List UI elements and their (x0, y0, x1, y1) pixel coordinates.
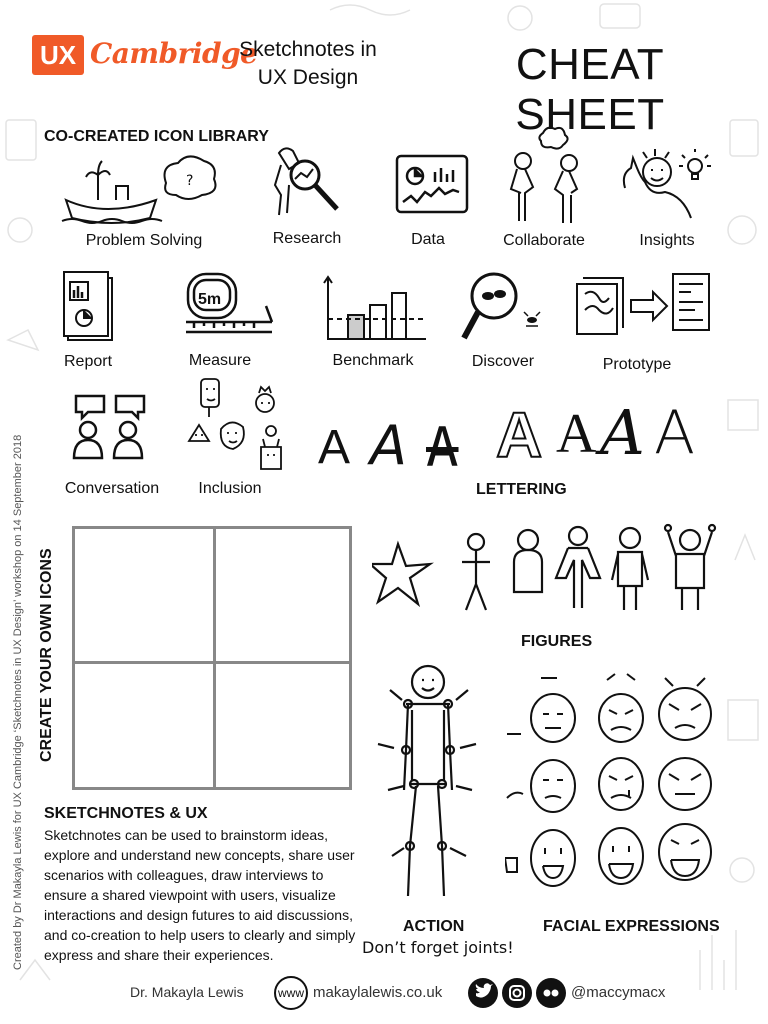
instagram-icon[interactable] (502, 978, 532, 1008)
lettering-sample-brush: A (654, 398, 696, 468)
icon-library-title: CO-CREATED ICON LIBRARY (44, 128, 269, 145)
figures-sketch (372, 518, 717, 618)
chart-screen-icon (393, 150, 473, 220)
lightbulb-person-icon (615, 148, 725, 228)
label-research: Research (272, 230, 342, 247)
flickr-icon[interactable] (536, 978, 566, 1008)
label-insights: Insights (639, 232, 695, 249)
twitter-icon[interactable] (468, 978, 498, 1008)
label-prototype: Prototype (602, 356, 672, 373)
figures-label: FIGURES (521, 633, 593, 650)
lettering-sample-outline: A (496, 399, 543, 471)
lettering-sample-strike: A (426, 416, 459, 479)
grid-divider-horizontal (75, 661, 349, 664)
action-note: Don’t forget joints! (362, 938, 514, 957)
label-report: Report (63, 353, 113, 370)
tape-measure-icon (182, 270, 277, 340)
document-report-icon (58, 268, 118, 343)
facial-expressions-label: FACIAL EXPRESSIONS (543, 918, 720, 935)
logo-wordmark: Cambridge (90, 37, 258, 70)
lettering-sample-serif: A (556, 403, 597, 465)
sketchnotes-ux-body: Sketchnotes can be used to brainstorm ideas, explore and understand new concepts, share user scenarios with colleagues, draw interviews to ensure a shared viewpoint with users, visualize interactions and design futures to aid discussions, and co-creation to help users to clearly and simply express and share their experiences. (44, 827, 356, 963)
label-collaborate: Collaborate (503, 232, 585, 249)
magnifier-ants-icon (460, 270, 550, 345)
label-problem-solving: Problem Solving (85, 232, 203, 249)
lettering-sample-italic: A (370, 414, 407, 477)
footer-website-link[interactable]: makaylalewis.co.uk (313, 984, 443, 1001)
ux-cambridge-logo (32, 35, 258, 77)
workshop-subtitle: Sketchnotes in UX Design (239, 38, 377, 89)
logo-ux-mark: UX (32, 35, 84, 75)
speech-people-icon (68, 392, 158, 467)
label-benchmark: Benchmark (332, 352, 414, 369)
create-icons-title: CREATE YOUR OWN ICONS (38, 548, 55, 762)
action-figure-sketch (372, 660, 482, 910)
page-title: CHEAT SHEET (515, 40, 665, 139)
benchmark-chart-icon (320, 275, 430, 345)
label-inclusion: Inclusion (198, 480, 262, 497)
label-discover: Discover (471, 353, 535, 370)
action-label: ACTION (403, 918, 465, 935)
label-conversation: Conversation (64, 480, 160, 497)
label-data: Data (411, 231, 445, 248)
diverse-faces-icon (183, 375, 288, 475)
magnifier-person-icon (265, 145, 345, 225)
www-icon: www (274, 976, 308, 1010)
lettering-label: LETTERING (476, 481, 567, 498)
sketchnotes-ux-title: SKETCHNOTES & UX (44, 805, 208, 822)
people-talking-icon (503, 125, 593, 225)
svg-text:?: ? (186, 173, 194, 189)
svg-text:5m: 5m (198, 291, 222, 308)
lettering-sample-thin: A (318, 421, 351, 474)
grid-divider-vertical (213, 529, 216, 787)
footer-social-handle[interactable]: @maccymacx (571, 984, 666, 1001)
side-credit: Created by Dr Makayla Lewis for UX Cambridge ‘Sketchnotes in UX Design’ workshop on 14 September 2018 (12, 434, 24, 970)
label-measure: Measure (188, 352, 252, 369)
footer-author: Dr. Makayla Lewis (130, 984, 244, 1000)
create-icons-grid (72, 526, 352, 790)
prototype-pages-icon (573, 270, 713, 340)
facial-expressions-sketch (505, 670, 720, 900)
lettering-samples (318, 392, 713, 482)
boat-problem-icon (58, 155, 218, 230)
lettering-sample-script: A (600, 396, 645, 469)
